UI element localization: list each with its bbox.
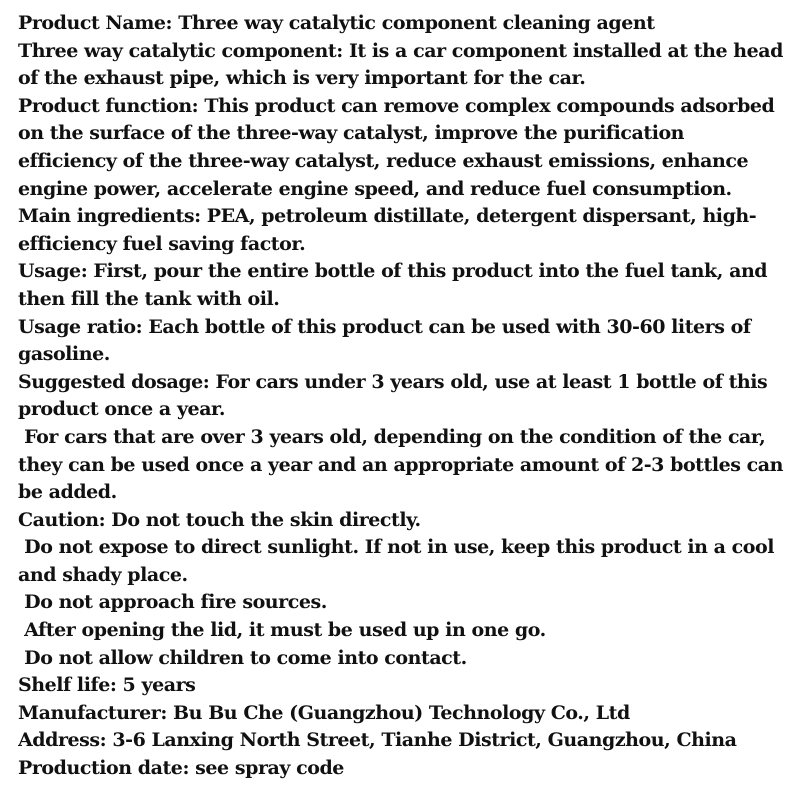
component-description-line: Three way catalytic component: It is a car component installed at the head	[18, 39, 783, 62]
product-function-line: efficiency of the three-way catalyst, reduce exhaust emissions, enhance	[18, 149, 749, 172]
shelf-life-line: Shelf life: 5 years	[18, 674, 196, 697]
suggested-dosage-line: product once a year.	[18, 398, 226, 421]
suggested-dosage-line: be added.	[18, 481, 117, 504]
manufacturer-line: Manufacturer: Bu Bu Che (Guangzhou) Technology Co., Ltd	[18, 701, 630, 724]
caution-line: and shady place.	[18, 563, 188, 586]
product-function-line: Product function: This product can remove complex compounds adsorbed	[18, 94, 775, 117]
caution-line: Do not approach fire sources.	[18, 591, 327, 614]
suggested-dosage-line: For cars that are over 3 years old, depending on the condition of the car,	[18, 425, 766, 448]
component-description-line: of the exhaust pipe, which is very important for the car.	[18, 67, 586, 90]
caution-line: Do not expose to direct sunlight. If not in use, keep this product in a cool	[18, 536, 774, 559]
usage-line: Usage: First, pour the entire bottle of this product into the fuel tank, and	[18, 260, 768, 283]
product-function-line: on the surface of the three-way catalyst, improve the purification	[18, 122, 685, 145]
suggested-dosage-line: Suggested dosage: For cars under 3 years old, use at least 1 bottle of this	[18, 370, 768, 393]
product-name-line: Product Name: Three way catalytic component cleaning agent	[18, 12, 655, 34]
caution-line: Caution: Do not touch the skin directly.	[18, 508, 421, 531]
caution-line: After opening the lid, it must be used up in one go.	[18, 619, 546, 642]
usage-ratio-line: gasoline.	[18, 343, 110, 366]
suggested-dosage-line: they can be used once a year and an appropriate amount of 2-3 bottles can	[18, 453, 783, 476]
production-date-line: Production date: see spray code	[18, 757, 344, 780]
main-ingredients-line: Main ingredients: PEA, petroleum distillate, detergent dispersant, high-	[18, 205, 757, 228]
product-function-line: engine power, accelerate engine speed, and reduce fuel consumption.	[18, 177, 732, 200]
main-ingredients-line: efficiency fuel saving factor.	[18, 232, 306, 255]
usage-ratio-line: Usage ratio: Each bottle of this product can be used with 30-60 liters of	[18, 315, 751, 338]
caution-line: Do not allow children to come into contact.	[18, 646, 467, 669]
usage-line: then fill the tank with oil.	[18, 287, 280, 310]
address-line: Address: 3-6 Lanxing North Street, Tianhe District, Guangzhou, China	[18, 729, 737, 752]
